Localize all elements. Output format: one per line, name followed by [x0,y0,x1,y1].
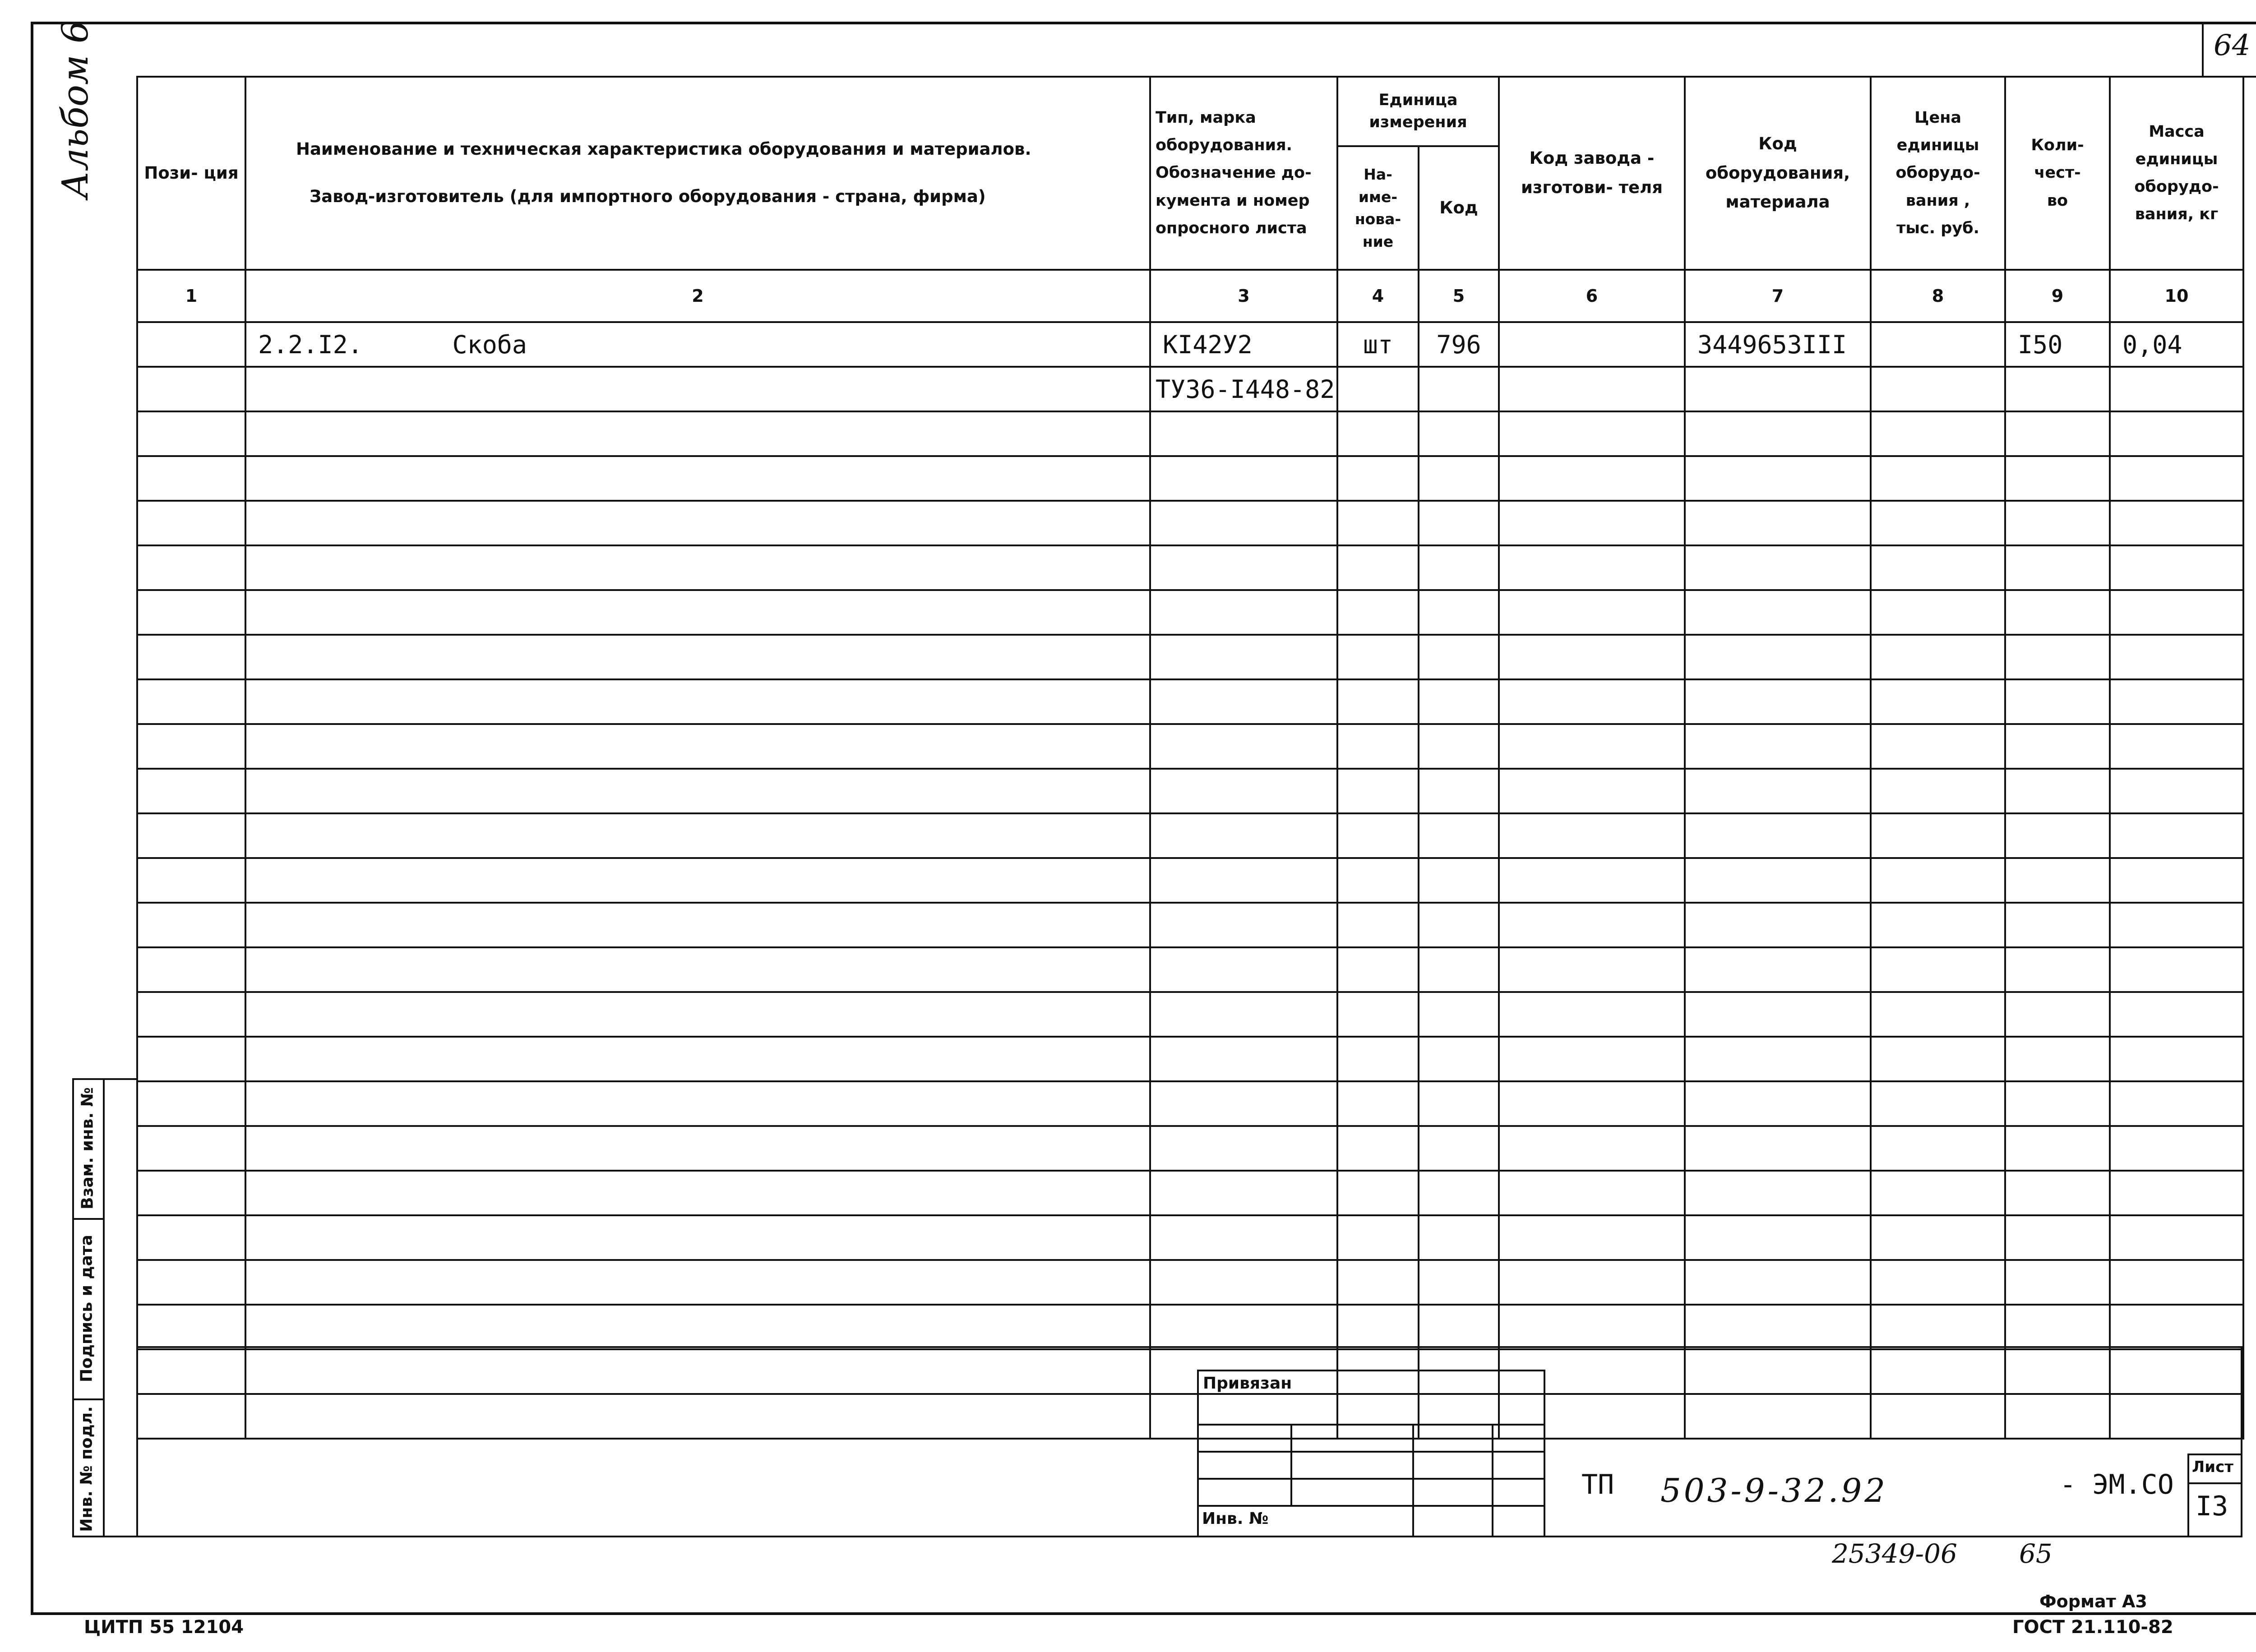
empty-cell [245,1126,1150,1171]
specification-table [136,76,2244,1440]
empty-cell [137,947,245,992]
empty-cell [1150,992,1337,1037]
empty-cell [1499,411,1685,456]
empty-cell [2005,947,2110,992]
empty-cell [1419,858,1499,903]
empty-cell [1150,1215,1337,1260]
empty-cell [1150,679,1337,724]
empty-cell [1419,635,1499,679]
cell-mass [2110,367,2243,411]
empty-cell [1685,1305,1871,1349]
empty-cell [137,1215,245,1260]
header-price: Цена единицы оборудо- вания , тыс. руб. [1871,77,2005,270]
empty-cell [1337,858,1419,903]
cell-unit-code [1419,367,1499,411]
empty-cell [137,769,245,813]
empty-cell [1419,1215,1499,1260]
empty-cell [1871,992,2005,1037]
empty-cell [245,635,1150,679]
doc-prefix: ТП [1581,1469,1614,1500]
empty-cell [2005,1081,2110,1126]
empty-cell [1871,1171,2005,1215]
empty-cell [2005,1126,2110,1171]
empty-cell [1419,545,1499,590]
empty-cell [1685,1215,1871,1260]
cell-equipment-code: 3449653III [1685,322,1871,367]
empty-row [137,1171,2243,1215]
empty-cell [2110,501,2243,545]
empty-cell [1685,1171,1871,1215]
empty-row [137,456,2243,501]
empty-cell [245,1260,1150,1305]
empty-cell [1419,1126,1499,1171]
empty-cell [1419,456,1499,501]
empty-cell [2005,903,2110,947]
empty-cell [1419,1260,1499,1305]
empty-cell [2110,1215,2243,1260]
empty-cell [137,1260,245,1305]
empty-cell [1499,947,1685,992]
empty-cell [137,411,245,456]
empty-cell [245,501,1150,545]
empty-cell [2005,1171,2110,1215]
empty-cell [1685,545,1871,590]
cell-plant-code [1499,367,1685,411]
empty-cell [137,858,245,903]
header-plant-code: Код завода - изготови- теля [1499,77,1685,270]
empty-cell [1337,724,1419,769]
empty-cell [1419,813,1499,858]
empty-cell [1337,456,1419,501]
empty-cell [1871,545,2005,590]
empty-cell [1419,590,1499,635]
empty-cell [1871,411,2005,456]
empty-cell [2005,1037,2110,1081]
empty-cell [1150,1081,1337,1126]
header-equipment-code: Код оборудования, материала [1685,77,1871,270]
empty-cell [137,903,245,947]
empty-cell [2110,411,2243,456]
empty-cell [1871,635,2005,679]
empty-cell [2110,679,2243,724]
cell-name [245,367,1150,411]
empty-cell [137,679,245,724]
empty-cell [1499,1260,1685,1305]
bottom-band [136,1346,2242,1537]
empty-row [137,501,2243,545]
empty-cell [1337,992,1419,1037]
empty-cell [1337,813,1419,858]
column-number: 2 [245,270,1150,322]
format-label: Формат А3 [2039,1592,2147,1611]
column-number: 8 [1871,270,2005,322]
empty-row [137,769,2243,813]
empty-cell [245,411,1150,456]
empty-cell [2110,724,2243,769]
empty-cell [1150,858,1337,903]
empty-cell [1419,1081,1499,1126]
column-number: 4 [1337,270,1419,322]
empty-cell [1150,769,1337,813]
empty-cell [2110,1305,2243,1349]
empty-cell [1419,903,1499,947]
empty-cell [245,545,1150,590]
empty-cell [2005,858,2110,903]
empty-row [137,1260,2243,1305]
empty-cell [1419,769,1499,813]
empty-cell [1685,769,1871,813]
empty-cell [1685,635,1871,679]
empty-cell [245,769,1150,813]
table-row [137,322,2243,367]
doc-number: 503-9-32.92 [1660,1472,1888,1509]
empty-cell [1150,1037,1337,1081]
empty-row [137,724,2243,769]
empty-cell [1499,1037,1685,1081]
column-number: 10 [2110,270,2243,322]
empty-cell [1150,590,1337,635]
cell-price [1871,367,2005,411]
empty-cell [2005,724,2110,769]
empty-cell [2005,992,2110,1037]
empty-cell [137,724,245,769]
empty-cell [2110,1260,2243,1305]
empty-cell [2110,1037,2243,1081]
empty-cell [1499,545,1685,590]
empty-cell [1871,1215,2005,1260]
header-type: Тип, марка оборудования. Обозначение до- кумента и номер опросного листа [1150,77,1337,270]
empty-row [137,813,2243,858]
archive-number: 25349-06 [1832,1538,1957,1569]
empty-row [137,545,2243,590]
empty-cell [245,679,1150,724]
empty-cell [1419,1037,1499,1081]
empty-cell [1499,813,1685,858]
empty-cell [245,858,1150,903]
empty-cell [1871,947,2005,992]
empty-row [137,947,2243,992]
empty-cell [245,724,1150,769]
column-number: 1 [137,270,245,322]
empty-cell [1150,724,1337,769]
empty-cell [137,1305,245,1349]
empty-cell [1685,1081,1871,1126]
empty-row [137,903,2243,947]
empty-cell [1499,992,1685,1037]
empty-cell [1685,679,1871,724]
empty-cell [137,1126,245,1171]
empty-cell [137,590,245,635]
empty-cell [1150,947,1337,992]
empty-row [137,590,2243,635]
empty-cell [1337,769,1419,813]
column-number: 5 [1419,270,1499,322]
empty-cell [1871,858,2005,903]
header-name: Наименование и техническая характеристика оборудования и материалов. Завод-изготовитель (для импортного оборудования - страна, фирма) [245,77,1150,270]
empty-row [137,1215,2243,1260]
empty-cell [245,1215,1150,1260]
empty-cell [2110,858,2243,903]
empty-cell [2110,813,2243,858]
empty-cell [2110,947,2243,992]
empty-cell [137,992,245,1037]
empty-row [137,1037,2243,1081]
empty-cell [1499,1081,1685,1126]
empty-cell [1337,1037,1419,1081]
album-label: Альбом 6 [54,20,96,198]
empty-cell [1337,903,1419,947]
header-position: Пози- ция [137,77,245,270]
cell-position [137,367,245,411]
empty-cell [1871,1126,2005,1171]
empty-cell [1150,545,1337,590]
header-unit-code: Код [1419,146,1499,270]
column-numbers-row [137,270,2243,322]
empty-cell [1499,769,1685,813]
cell-plant-code [1499,322,1685,367]
empty-cell [1685,858,1871,903]
empty-cell [245,992,1150,1037]
empty-cell [1499,724,1685,769]
empty-cell [1685,947,1871,992]
empty-cell [1419,1171,1499,1215]
empty-cell [245,1171,1150,1215]
empty-cell [1871,903,2005,947]
empty-cell [1871,1037,2005,1081]
empty-cell [1337,1260,1419,1305]
empty-cell [2005,1215,2110,1260]
empty-cell [2005,411,2110,456]
empty-cell [1685,590,1871,635]
empty-cell [1150,411,1337,456]
empty-cell [1337,501,1419,545]
empty-cell [245,947,1150,992]
empty-cell [2110,1081,2243,1126]
empty-cell [1685,411,1871,456]
binding-label: Привязан [1203,1374,1292,1393]
empty-cell [1419,992,1499,1037]
cell-equipment-code [1685,367,1871,411]
empty-cell [1499,501,1685,545]
empty-cell [1685,1037,1871,1081]
empty-row [137,1126,2243,1171]
empty-row [137,1305,2243,1349]
empty-cell [1871,769,2005,813]
empty-cell [1337,947,1419,992]
empty-cell [1685,903,1871,947]
empty-cell [245,590,1150,635]
empty-cell [1499,903,1685,947]
empty-cell [2005,501,2110,545]
empty-cell [1499,1171,1685,1215]
empty-row [137,635,2243,679]
gost-label: ГОСТ 21.110-82 [2012,1617,2173,1638]
page-number: 64 [2214,29,2251,62]
empty-cell [2110,992,2243,1037]
cell-price [1871,322,2005,367]
cell-position [137,322,245,367]
cell-type: КI42У2 [1150,322,1337,367]
side-stamp-inv: Инв. № подл. [77,1406,96,1532]
empty-cell [245,903,1150,947]
empty-cell [1871,724,2005,769]
empty-cell [1499,635,1685,679]
side-stamp-vzam: Взам. инв. № [78,1087,97,1209]
column-number: 6 [1499,270,1685,322]
cell-mass: 0,04 [2110,322,2243,367]
empty-cell [245,1081,1150,1126]
empty-cell [2110,456,2243,501]
cell-quantity: I50 [2005,322,2110,367]
empty-cell [1499,590,1685,635]
empty-cell [1150,903,1337,947]
cell-unit [1337,367,1419,411]
empty-cell [1685,813,1871,858]
empty-cell [1337,1081,1419,1126]
sheet-label: Лист [2192,1458,2233,1476]
empty-cell [1499,1305,1685,1349]
empty-cell [245,456,1150,501]
empty-cell [1871,813,2005,858]
empty-cell [1150,501,1337,545]
empty-cell [1685,1260,1871,1305]
empty-cell [1150,456,1337,501]
column-number: 9 [2005,270,2110,322]
empty-row [137,992,2243,1037]
empty-cell [1871,679,2005,724]
empty-cell [1499,858,1685,903]
empty-cell [2110,590,2243,635]
empty-cell [137,1171,245,1215]
empty-cell [1685,456,1871,501]
empty-cell [2110,1126,2243,1171]
empty-cell [1150,813,1337,858]
empty-cell [2110,769,2243,813]
empty-cell [1337,679,1419,724]
empty-cell [2005,456,2110,501]
cell-type: ТУ36-I448-82 [1150,367,1337,411]
empty-cell [2110,1171,2243,1215]
empty-cell [2005,545,2110,590]
header-quantity: Коли- чест- во [2005,77,2110,270]
empty-cell [1150,1126,1337,1171]
empty-cell [137,1081,245,1126]
empty-cell [1685,1126,1871,1171]
empty-cell [245,1037,1150,1081]
empty-cell [1499,1126,1685,1171]
cell-unit-code: 796 [1419,322,1499,367]
empty-row [137,679,2243,724]
empty-cell [2110,903,2243,947]
empty-cell [1499,1215,1685,1260]
empty-cell [1419,947,1499,992]
doc-suffix: - ЭМ.СО [2060,1469,2174,1500]
cell-unit: шт [1337,322,1419,367]
column-number: 3 [1150,270,1337,322]
archive-page: 65 [2019,1538,2053,1569]
empty-cell [1871,1305,2005,1349]
empty-cell [2110,635,2243,679]
empty-cell [1337,1126,1419,1171]
empty-cell [1150,1260,1337,1305]
empty-cell [245,813,1150,858]
empty-cell [137,501,245,545]
column-number: 7 [1685,270,1871,322]
empty-cell [137,456,245,501]
empty-cell [1685,992,1871,1037]
empty-cell [1150,635,1337,679]
empty-cell [1499,456,1685,501]
empty-cell [1499,679,1685,724]
empty-cell [1419,501,1499,545]
empty-cell [1337,545,1419,590]
empty-cell [1685,501,1871,545]
empty-cell [1337,1171,1419,1215]
header-unit-name: На- име- нова- ние [1337,146,1419,270]
empty-cell [2110,545,2243,590]
empty-cell [1150,1305,1337,1349]
header-mass: Масса единицы оборудо- вания, кг [2110,77,2243,270]
inventory-number-label: Инв. № [1202,1509,1269,1528]
header-unit-group: Единица измерения [1337,77,1499,146]
empty-cell [137,635,245,679]
empty-cell [1419,679,1499,724]
printer-label: ЦИТП 55 12104 [84,1617,244,1638]
empty-cell [2005,590,2110,635]
empty-cell [1685,724,1871,769]
empty-cell [1337,411,1419,456]
empty-cell [1419,1305,1499,1349]
empty-row [137,411,2243,456]
empty-cell [1871,501,2005,545]
empty-cell [1871,1081,2005,1126]
table-row [137,367,2243,411]
empty-cell [1419,411,1499,456]
empty-cell [2005,1260,2110,1305]
cell-name: 2.2.I2. Скоба [245,322,1150,367]
empty-cell [2005,769,2110,813]
side-stamp-podpis: Подпись и дата [77,1235,96,1382]
empty-cell [1871,456,2005,501]
empty-cell [137,1037,245,1081]
cell-quantity [2005,367,2110,411]
empty-cell [1337,1215,1419,1260]
empty-cell [1419,724,1499,769]
empty-row [137,858,2243,903]
empty-cell [137,545,245,590]
empty-cell [2005,1305,2110,1349]
empty-cell [2005,679,2110,724]
empty-cell [1337,590,1419,635]
sheet-number: I3 [2196,1490,2228,1522]
empty-cell [1337,635,1419,679]
empty-cell [137,813,245,858]
empty-cell [2005,813,2110,858]
empty-cell [1871,590,2005,635]
empty-cell [1871,1260,2005,1305]
empty-cell [1150,1171,1337,1215]
empty-cell [2005,635,2110,679]
empty-cell [1337,1305,1419,1349]
empty-row [137,1081,2243,1126]
empty-cell [245,1305,1150,1349]
